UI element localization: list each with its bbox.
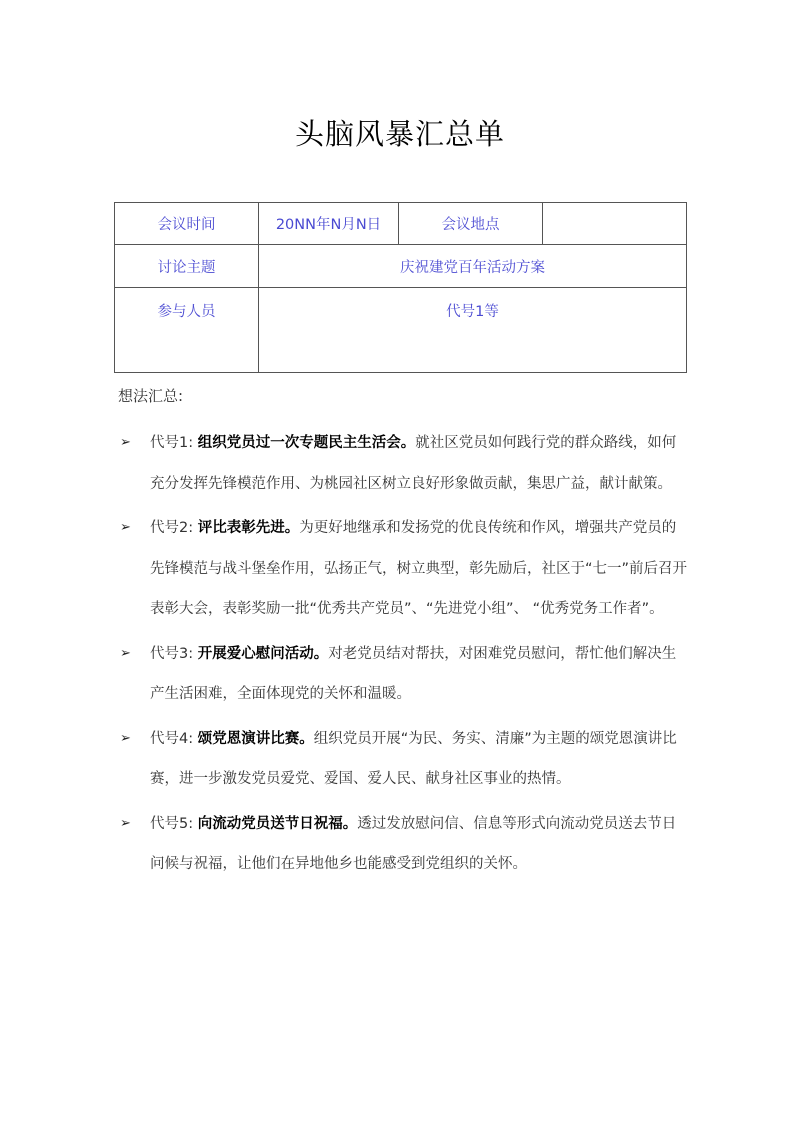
idea-title: 评比表彰先进。: [197, 520, 300, 536]
list-item: [118, 634, 688, 715]
list-item: [118, 804, 688, 885]
arrow-bullet-icon: ➢: [120, 815, 131, 831]
idea-text: 组织党员开展“为民、务实、清廉”为主题的颂党恩演讲比赛，进一步激发党员爱党、爱国、爱人民、献身社区事业的热情。: [150, 730, 677, 787]
idea-prefix: 代号1:: [150, 435, 194, 451]
idea-title: 颂党恩演讲比赛。: [197, 730, 314, 747]
ideas-list: [118, 423, 688, 889]
idea-text: 对老党员结对帮扶，对困难党员慰问，帮忙他们解决生产生活困难，全面体现党的关怀和温暖。: [150, 645, 677, 702]
summary-label: 想法汇总:: [118, 387, 184, 405]
meeting-time-value: 20NN年N月N日: [259, 203, 399, 245]
meeting-place-label: 会议地点: [399, 203, 543, 245]
topic-value: 庆祝建党百年活动方案: [259, 245, 687, 288]
meeting-place-value: [543, 203, 687, 245]
arrow-bullet-icon: ➢: [120, 645, 131, 661]
idea-title: 组织党员过一次专题民主生活会。: [197, 435, 416, 451]
arrow-bullet-icon: ➢: [120, 730, 131, 746]
idea-prefix: 代号5:: [150, 815, 194, 832]
idea-prefix: 代号3:: [150, 645, 194, 662]
idea-text: 为更好地继承和发扬党的优良传统和作风，增强共产党员的先锋模范与战斗堡垒作用，弘扬正气，树立典型，彰先励后，社区于“七一”前后召开表彰大会，表彰奖励一批“优秀共产党员”、“先进党小组”、 “优秀党务工作者”。: [150, 520, 688, 617]
topic-label: 讨论主题: [115, 245, 259, 288]
idea-text: 透过发放慰问信、信息等形式向流动党员送去节日问候与祝福，让他们在异地他乡也能感受到党组织的关怀。: [150, 815, 677, 872]
idea-text: 就社区党员如何践行党的群众路线，如何充分发挥先锋模范作用、为桃园社区树立良好形象做贡献，集思广益，献计献策。: [150, 435, 677, 492]
arrow-bullet-icon: ➢: [120, 520, 131, 535]
list-item: [118, 508, 688, 630]
idea-title: 开展爱心慰问活动。: [197, 645, 329, 662]
participants-value: 代号1等: [259, 288, 687, 373]
participants-label: 参与人员: [115, 288, 259, 373]
info-table: [114, 202, 687, 373]
table-row: [115, 203, 687, 245]
idea-prefix: 代号4:: [150, 730, 194, 747]
table-row: [115, 288, 687, 373]
arrow-bullet-icon: ➢: [120, 435, 131, 450]
list-item: [118, 719, 688, 800]
table-row: [115, 245, 687, 288]
meeting-time-label: 会议时间: [115, 203, 259, 245]
idea-title: 向流动党员送节日祝福。: [197, 815, 358, 832]
idea-prefix: 代号2:: [150, 520, 194, 536]
page-title: 头脑风暴汇总单: [294, 117, 505, 151]
list-item: [118, 423, 688, 504]
